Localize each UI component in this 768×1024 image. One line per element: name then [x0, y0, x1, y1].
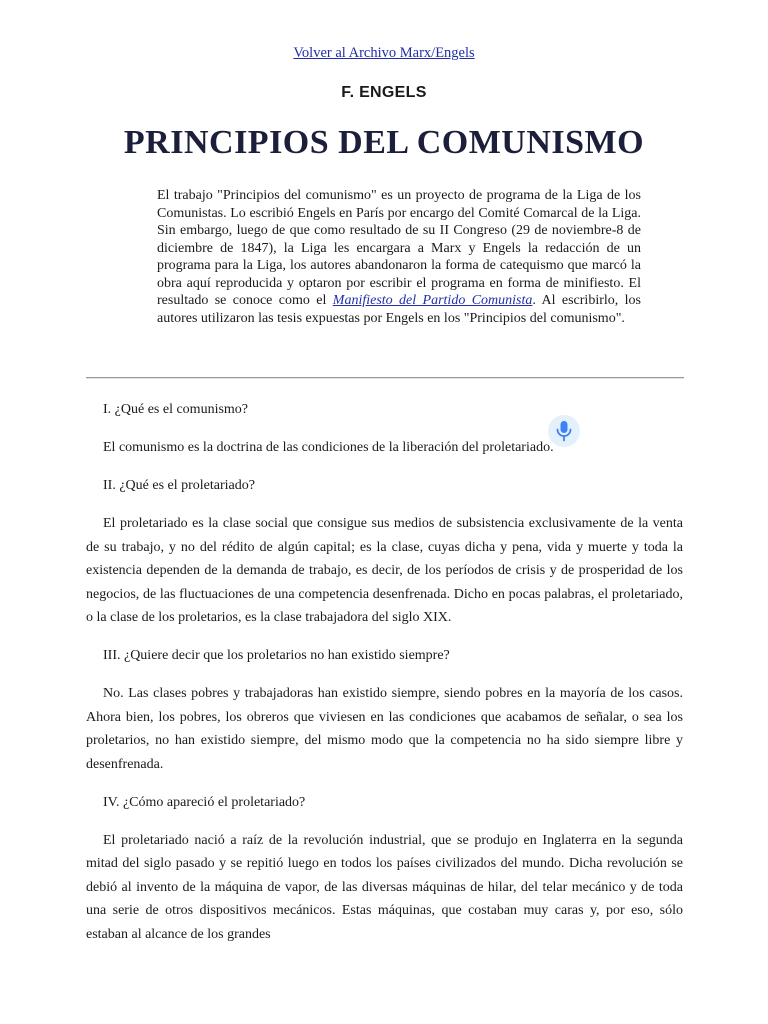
back-to-archive-link[interactable]: Volver al Archivo Marx/Engels: [293, 45, 475, 61]
page-title: PRINCIPIOS DEL COMUNISMO: [123, 124, 645, 161]
section-question: III. ¿Quiere decir que los proletarios no han existido siempre?: [103, 648, 450, 663]
main-content: [86, 398, 683, 961]
author-name: F. ENGELS: [341, 84, 427, 101]
section-question: IV. ¿Cómo apareció el proletariado?: [103, 794, 306, 810]
manifesto-link[interactable]: Manifiesto del Partido Comunista: [332, 293, 533, 308]
section-answer: No. Las clases pobres y trabajadoras han existido siempre, siendo pobres en la mayoría de los casos. Ahora bien, los pobres, los obreros que viviesen en las condiciones que acabamos de señalar, o sea los proletarios, no han existido siempre, del mismo modo que la competencia no ha sido siempre libre y desenfrenada.: [86, 686, 683, 772]
section-question: II. ¿Qué es el proletariado?: [103, 478, 255, 493]
section-question: I. ¿Qué es el comunismo?: [103, 402, 249, 417]
microphone-icon: [555, 420, 573, 442]
section-answer: El proletariado nació a raíz de la revolución industrial, que se produjo en Inglaterra en la segunda mitad del siglo pasado y se repitió luego en todos los países civilizados del mundo. Dicha revolución se debió al invento de la máquina de vapor, de las diversas máquinas de hilar, del telar mecánico y de toda una serie de otros dispositivos mecánicos. Estas máquinas, que costaban muy caras y, por eso, sólo estaban al alcance de los grandes: [86, 832, 683, 942]
intro-text-before-link: El trabajo "Principios del comunismo" es un proyecto de programa de la Liga de los Comunistas. Lo escribió Engels en París por encargo del Comité Comarcal de la Liga. Sin embargo, luego de que como resultado de su II Congreso (29 de noviembre-8 de diciembre de 1847), la Liga les encargara a Marx y Engels la redacción de un programa para la Liga, los autores abandonaron la forma de catequismo que marcó la obra aquí reproducida y optaron por escribir el programa en forma de minifiesto. El resultado se conoce como el: [157, 188, 641, 308]
back-link-container: [0, 45, 768, 62]
horizontal-divider: [86, 377, 684, 379]
intro-paragraph: [157, 187, 641, 327]
voice-input-button[interactable]: [548, 415, 580, 447]
section-answer: El proletariado es la clase social que consigue sus medios de subsistencia exclusivamente de la venta de su trabajo, y no del rédito de algún capital; es la clase, cuyas dicha y pena, vida y muerte y toda la existencia dependen de la demanda de trabajo, es decir, de los períodos de crisis y de prosperidad de los negocios, de las fluctuaciones de una competencia desenfrenada. Dicho en pocas palabras, el proletariado, o la clase de los proletarios, es la clase trabajadora del siglo XIX.: [86, 516, 683, 625]
intro-text-after-link: . Al escribirlo, los autores utilizaron las tesis expuestas por Engels en los "Principios del comunismo".: [157, 293, 641, 326]
section-answer: El comunismo es la doctrina de las condiciones de la liberación del proletariado.: [103, 440, 554, 455]
